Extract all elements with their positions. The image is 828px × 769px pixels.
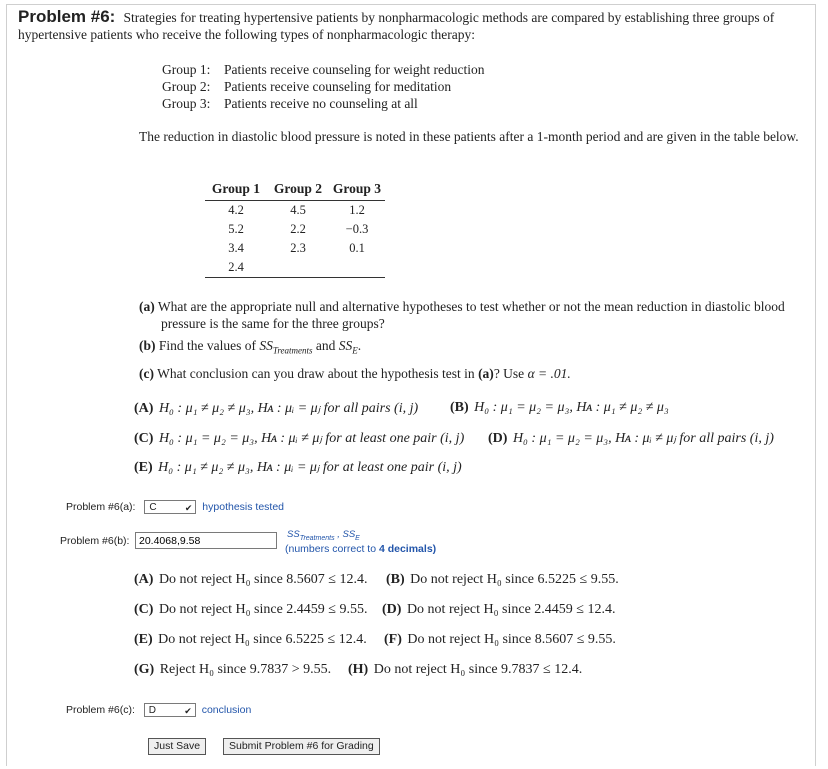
submit-button[interactable]: Submit Problem #6 for Grading [223,738,380,755]
conclusion-option-a: (A) Do not reject H₀ since 8.5607 ≤ 12.4. [134,572,368,587]
hyp-option-d: (D) H₀ : μ₁ = μ₂ = μ₃, Hᴀ : μᵢ ≠ μⱼ for all pairs (i, j) [488,431,774,446]
conclusion-option-h: (H) Do not reject H₀ since 9.7837 ≤ 12.4. [348,662,583,677]
group-item: Group 2: Patients receive counseling for meditation [162,79,452,94]
table-cell: 3.4 [228,241,244,255]
answer-a-label: Problem #6(a): [66,500,136,513]
hyp-option-a: (A) H₀ : μ₁ ≠ μ₂ ≠ μ₃, Hᴀ : μᵢ = μⱼ for all pairs (i, j) [134,401,419,416]
problem-description: The reduction in diastolic blood pressure is noted in these patients after a 1-month period and are given in the table below. [139,129,799,144]
conclusion-option-f: (F) Do not reject H₀ since 8.5607 ≤ 9.55. [384,632,616,647]
just-save-button[interactable]: Just Save [148,738,206,755]
table-cell: 0.1 [349,241,365,255]
chevron-down-icon: ✔ [184,503,193,513]
answer-c-hint: conclusion [201,703,252,716]
chevron-down-icon: ✔ [184,706,192,716]
table-cell: 4.5 [290,203,306,217]
problem-label: Problem #6: [18,7,116,26]
answer-c-select[interactable]: D ✔ [144,703,196,717]
table-row [205,239,385,258]
answer-b-input[interactable] [135,532,277,549]
hyp-option-b: (B) H₀ : μ₁ = μ₂ = μ₃, Hᴀ : μ₁ ≠ μ₂ ≠ μ₃ [450,400,669,415]
data-table [205,180,385,278]
answer-a-hint: hypothesis tested [202,500,285,513]
conclusion-option-d: (D) Do not reject H₀ since 2.4459 ≤ 12.4. [382,602,616,617]
table-header-row [205,180,385,201]
conclusion-option-b: (B) Do not reject H₀ since 6.5225 ≤ 9.55. [386,572,619,587]
hyp-option-e: (E) H₀ : μ₁ ≠ μ₂ ≠ μ₃, Hᴀ : μᵢ = μⱼ for at least one pair (i, j) [134,460,462,475]
table-row [205,220,385,239]
answer-b-label: Problem #6(b): [60,535,130,547]
table-row [205,258,385,278]
column-header: Group 3 [329,180,385,201]
answer-c-label: Problem #6(c): [66,703,135,716]
question-b: (b) Find the values of $SS_{Treatments}$ and $SS_E$. [139,338,362,356]
table-row [205,201,385,221]
hyp-option-c: (C) H₀ : μ₁ = μ₂ = μ₃, Hᴀ : μᵢ ≠ μⱼ for at least one pair (i, j) [134,431,465,446]
column-header: Group 1 [205,180,267,201]
conclusion-option-e: (E) Do not reject H₀ since 6.5225 ≤ 12.4. [134,632,367,647]
group-item: Group 1: Patients receive counseling for weight reduction [162,62,485,77]
column-header: Group 2 [267,180,329,201]
answer-a-row [66,500,284,514]
table-cell: 2.4 [205,258,267,278]
table-cell: −0.3 [345,222,369,236]
conclusion-option-g: (G) Reject H₀ since 9.7837 > 9.55. [134,662,332,677]
table-cell: 5.2 [228,222,244,236]
table-cell: 1.2 [349,203,365,217]
question-a: (a) What are the appropriate null and alternative hypotheses to test whether or not the mean reduction in diastolic blood pressure is the same for the three groups? [139,299,785,331]
question-list [139,298,803,387]
table-cell: 2.3 [290,241,306,255]
table-cell: 2.2 [290,222,306,236]
question-c: (c) What conclusion can you draw about the hypothesis test in (a)? Use α = .01. [139,365,571,381]
answer-c-row [66,703,251,717]
answer-b-hint: $SS_{Treatments}$ , $SS_E$ (numbers correct to 4 decimals) [285,529,437,555]
table-cell [267,258,329,278]
table-cell: 4.2 [228,203,244,217]
conclusion-option-c: (C) Do not reject H₀ since 2.4459 ≤ 9.55. [134,602,368,617]
group-list [162,61,485,112]
problem-header [18,9,808,44]
problem-intro: Strategies for treating hypertensive patients by nonpharmacologic methods are compared by establishing three groups of hypertensive patients who receive the following types of nonpharmacologic therapy: [18,10,775,42]
table-cell [329,258,385,278]
answer-a-select[interactable]: C ✔ [144,500,196,514]
group-item: Group 3: Patients receive no counseling at all [162,96,418,111]
